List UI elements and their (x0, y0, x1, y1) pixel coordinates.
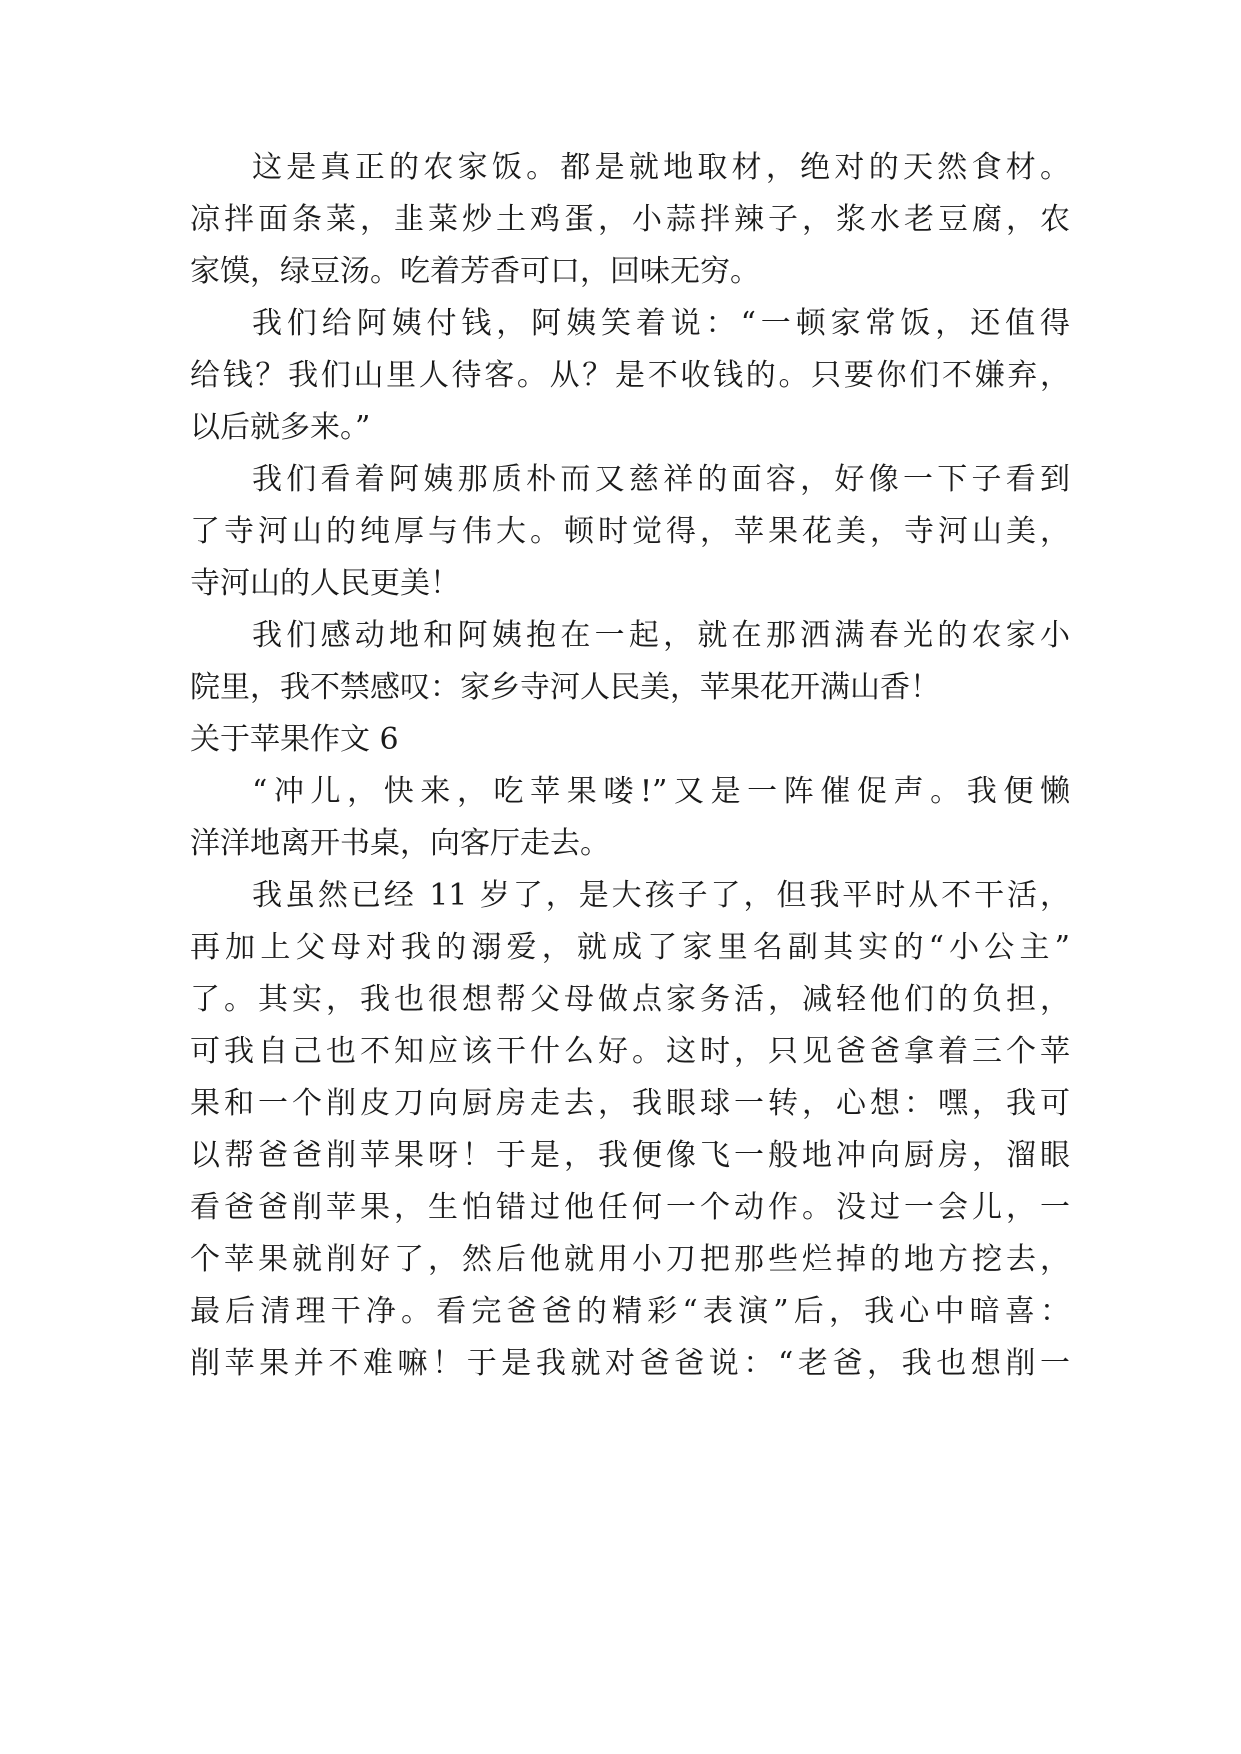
paragraph-line: 洋洋地离开书桌，向客厅走去。 (190, 826, 610, 861)
paragraph-line: 可我自己也不知应该干什么好。这时，只见爸爸拿着三个苹 (190, 1034, 1070, 1069)
paragraph-line: 看爸爸削苹果，生怕错过他任何一个动作。没过一会儿，一 (190, 1190, 1070, 1225)
paragraph-line: 果和一个削皮刀向厨房走去，我眼球一转，心想：嘿，我可 (190, 1086, 1070, 1121)
paragraph-line: 个苹果就削好了，然后他就用小刀把那些烂掉的地方挖去， (190, 1242, 1070, 1277)
paragraph-line: 削苹果并不难嘛！于是我就对爸爸说：“老爸，我也想削一 (190, 1346, 1070, 1381)
section-heading: 关于苹果作文 6 (190, 722, 399, 757)
paragraph-line: 给钱？我们山里人待客。从？是不收钱的。只要你们不嫌弃， (190, 358, 1070, 393)
paragraph-line: 凉拌面条菜，韭菜炒土鸡蛋，小蒜拌辣子，浆水老豆腐，农 (190, 202, 1070, 237)
paragraph-line: 了。其实，我也很想帮父母做点家务活，减轻他们的负担， (190, 982, 1070, 1017)
paragraph-line: 最后清理干净。看完爸爸的精彩“表演”后，我心中暗喜： (190, 1294, 1070, 1329)
paragraph-line: 这是真正的农家饭。都是就地取材，绝对的天然食材。 (252, 150, 1070, 185)
paragraph-line: 我们给阿姨付钱，阿姨笑着说：“一顿家常饭，还值得 (252, 306, 1070, 341)
paragraph-line: 我们感动地和阿姨抱在一起，就在那洒满春光的农家小 (252, 618, 1070, 653)
paragraph-line: 家馍，绿豆汤。吃着芳香可口，回味无穷。 (190, 254, 760, 289)
paragraph-line: 再加上父母对我的溺爱，就成了家里名副其实的“小公主” (190, 930, 1070, 965)
paragraph-line: 了寺河山的纯厚与伟大。顿时觉得，苹果花美，寺河山美， (190, 514, 1070, 549)
paragraph-line: 以帮爸爸削苹果呀！于是，我便像飞一般地冲向厨房，溜眼 (190, 1138, 1070, 1173)
paragraph-line: 寺河山的人民更美！ (190, 566, 460, 601)
paragraph-line: “冲儿，快来，吃苹果喽!”又是一阵催促声。我便懒 (252, 774, 1070, 809)
paragraph-line: 以后就多来。” (190, 410, 371, 445)
paragraph-line: 我们看着阿姨那质朴而又慈祥的面容，好像一下子看到 (252, 462, 1070, 497)
paragraph-line: 院里，我不禁感叹：家乡寺河人民美，苹果花开满山香！ (190, 670, 940, 705)
paragraph-line: 我虽然已经 11 岁了，是大孩子了，但我平时从不干活， (252, 878, 1070, 913)
